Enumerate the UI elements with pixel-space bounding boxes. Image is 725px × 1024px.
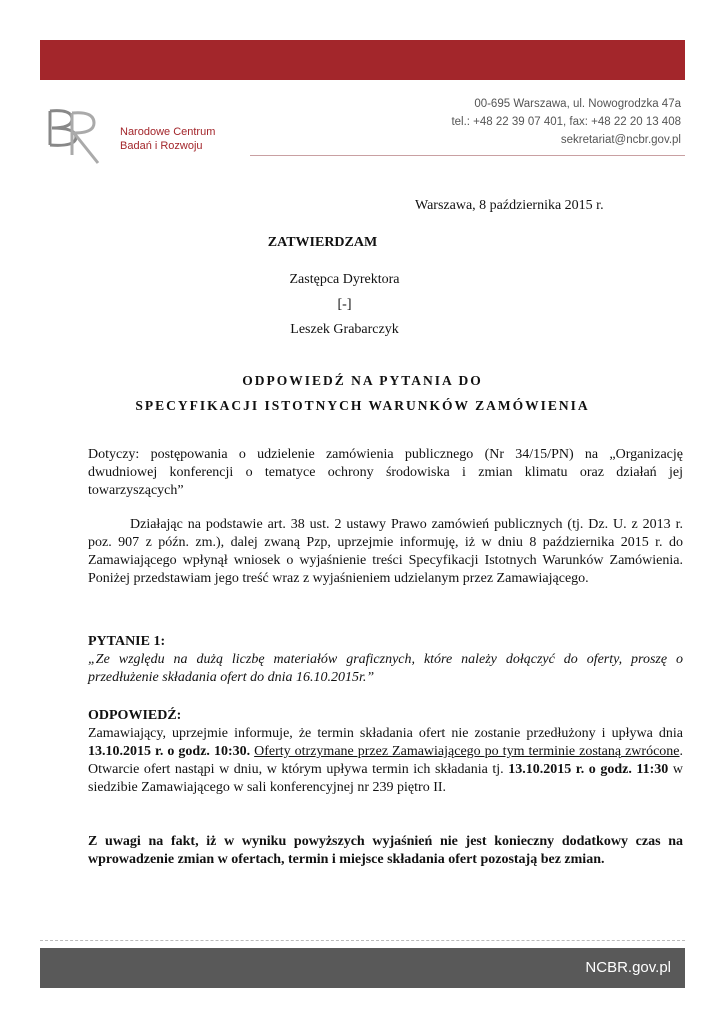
footer-divider — [40, 940, 685, 941]
address: 00-695 Warszawa, ul. Nowogrodzka 47a — [474, 98, 681, 110]
answer-section — [88, 707, 683, 797]
header-divider — [250, 155, 685, 156]
date-line: Warszawa, 8 października 2015 r. — [415, 198, 604, 213]
org-name: Narodowe Centrum Badań i Rozwoju — [120, 126, 216, 152]
ncbr-logo-icon — [42, 103, 114, 171]
phone-fax: tel.: +48 22 39 07 401, fax: +48 22 20 13 408 — [451, 116, 681, 128]
answer-text: Zamawiający, uprzejmie informuje, że termin składania ofert nie zostanie przedłużony i upływa dnia 13.10.2015 r. o godz. 10:30. Oferty otrzymane przez Zamawiającego po tym terminie zostaną zwrócone. Otwarcie ofert nastąpi w dniu, w którym upływa termin ich składania tj. 13.10.2015 r. o godz. 11:30 w siedzibie Zamawiającego w sali konferencyjnej nr 239 piętro II. — [88, 726, 684, 795]
intro-paragraph: Działając na podstawie art. 38 ust. 2 ustawy Prawo zamówień publicznych (tj. Dz. U. z 2013 r. poz. 907 z późn. zm.), dalej zwaną Pzp, uprzejmie informuję, iż w dniu 8 października 2015 r. do Zamawiającego wpłynął wniosek o wyjaśnienie treści Specyfikacji Istotnych Warunków Zamówienia. Poniżej przedstawiam jego treść wraz z wyjaśnieniem udzielanym przez Zamawiającego. — [88, 517, 683, 586]
doc-title-line1: ODPOWIEDŹ NA PYTANIA DO — [242, 373, 483, 388]
approval-name: Leszek Grabarczyk — [290, 322, 399, 337]
doc-title-line2: SPECYFIKACJI ISTOTNYCH WARUNKÓW ZAMÓWIENIA — [135, 398, 590, 413]
deadline-opening: 13.10.2015 r. o godz. 11:30 — [508, 762, 669, 777]
approval-title: ZATWIERDZAM — [267, 235, 378, 250]
contact-info — [451, 95, 681, 149]
question-text: „Ze względu na dużą liczbę materiałów graficznych, które należy dołączyć do oferty, proszę o przedłużenie składania ofert do dnia 16.10.2015r.” — [88, 652, 683, 685]
question-heading: PYTANIE 1: — [88, 634, 166, 649]
subject-paragraph: Dotyczy: postępowania o udzielenie zamówienia publicznego (Nr 34/15/PN) na „Organizację dwudniowej konferencji o tematyce ochrony środowiska i zmian klimatu oraz działań jej towarzyszących” — [88, 447, 683, 498]
approval-signature: [-] — [337, 297, 352, 312]
question-section — [88, 633, 683, 687]
email: sekretariat@ncbr.gov.pl — [560, 134, 681, 146]
footer-bar — [40, 948, 685, 988]
approval-role: Zastępca Dyrektora — [289, 272, 400, 287]
ncbr-logo — [42, 103, 242, 173]
conclusion-paragraph: Z uwagi na fakt, iż w wyniku powyższych wyjaśnień nie jest konieczny dodatkowy czas na wprowadzenie zmian w ofertach, termin i miejsce składania ofert pozostają bez zmian. — [88, 834, 683, 867]
late-offers-note: Oferty otrzymane przez Zamawiającego po tym terminie zostaną zwrócone — [254, 744, 680, 759]
footer-site-link[interactable]: NCBR.gov.pl — [585, 959, 671, 976]
answer-heading: ODPOWIEDŹ: — [88, 708, 182, 723]
header-bar — [40, 40, 685, 80]
deadline-submission: 13.10.2015 r. o godz. 10:30. — [88, 744, 251, 759]
